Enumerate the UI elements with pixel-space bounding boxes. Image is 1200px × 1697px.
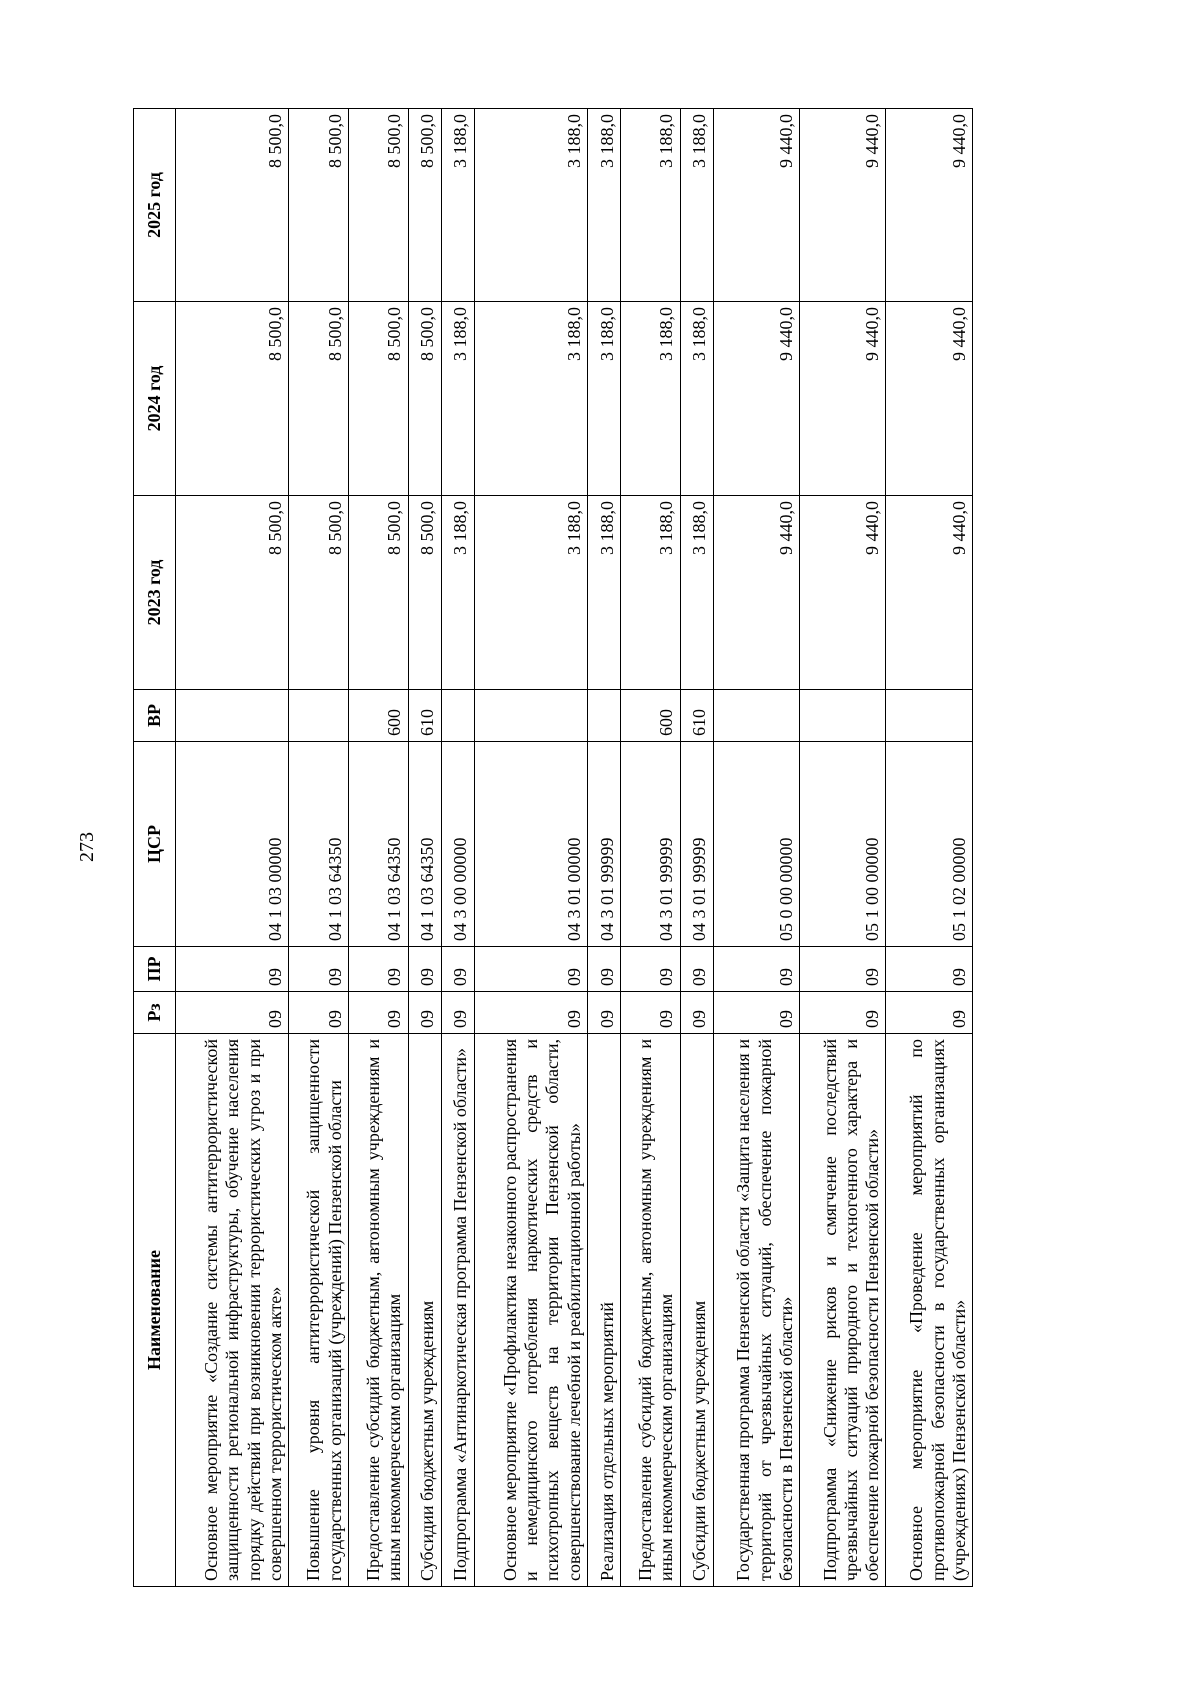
- row-2024: 8 500,0: [289, 302, 349, 496]
- row-name: Субсидии бюджетным учреждениям: [680, 1034, 713, 1587]
- row-name: Подпрограмма «Антинаркотическая программа Пензенской области»: [441, 1034, 474, 1587]
- row-2023: 3 188,0: [474, 496, 587, 690]
- row-vr: [587, 690, 620, 742]
- row-rz: 09: [713, 992, 799, 1034]
- row-2025: 3 188,0: [441, 109, 474, 302]
- row-rz: 09: [886, 992, 973, 1034]
- row-csr: 04 1 03 00000: [176, 742, 289, 947]
- row-2025: 3 188,0: [474, 109, 587, 302]
- row-vr: [713, 690, 799, 742]
- row-rz: 09: [587, 992, 620, 1034]
- row-csr: 04 3 01 99999: [680, 742, 713, 947]
- header-rz: Рз: [134, 992, 176, 1034]
- row-2024: 9 440,0: [713, 302, 799, 496]
- row-2024: 8 500,0: [408, 302, 441, 496]
- row-2024: 3 188,0: [441, 302, 474, 496]
- table-row: [176, 109, 289, 1587]
- row-2023: 9 440,0: [886, 496, 973, 690]
- header-pr: ПР: [134, 947, 176, 992]
- row-rz: 09: [474, 992, 587, 1034]
- row-2024: 3 188,0: [587, 302, 620, 496]
- row-pr: 09: [474, 947, 587, 992]
- row-name: Основное мероприятие «Проведение мероприятий по противопожарной безопасности в государственных организациях (учреждениях) Пензенской области»: [886, 1034, 973, 1587]
- row-pr: 09: [348, 947, 408, 992]
- table-row: [713, 109, 799, 1587]
- row-pr: 09: [713, 947, 799, 992]
- row-2024: 9 440,0: [800, 302, 886, 496]
- row-vr: [800, 690, 886, 742]
- row-name: Повышение уровня антитеррористической защищенности государственных организаций (учреждений) Пензенской области: [289, 1034, 349, 1587]
- header-2025: 2025 год: [134, 109, 176, 302]
- row-vr: 600: [620, 690, 680, 742]
- table-row: [408, 109, 441, 1587]
- row-2023: 3 188,0: [620, 496, 680, 690]
- row-rz: 09: [800, 992, 886, 1034]
- row-vr: 600: [348, 690, 408, 742]
- row-pr: 09: [587, 947, 620, 992]
- row-2025: 3 188,0: [620, 109, 680, 302]
- row-2023: 8 500,0: [289, 496, 349, 690]
- row-rz: 09: [408, 992, 441, 1034]
- row-2023: 9 440,0: [800, 496, 886, 690]
- row-name: Подпрограмма «Снижение рисков и смягчение последствий чрезвычайных ситуаций природного и техногенного характера и обеспечение пожарной безопасности Пензенской области»: [800, 1034, 886, 1587]
- header-name: Наименование: [134, 1034, 176, 1587]
- row-2025: 9 440,0: [886, 109, 973, 302]
- row-csr: 04 3 01 00000: [474, 742, 587, 947]
- row-vr: [474, 690, 587, 742]
- row-csr: 04 1 03 64350: [289, 742, 349, 947]
- row-2024: 8 500,0: [176, 302, 289, 496]
- row-2025: 8 500,0: [176, 109, 289, 302]
- row-csr: 04 1 03 64350: [348, 742, 408, 947]
- row-pr: 09: [886, 947, 973, 992]
- row-pr: 09: [680, 947, 713, 992]
- row-name: Предоставление субсидий бюджетным, автономным учреждениям и иным некоммерческим организациям: [620, 1034, 680, 1587]
- table-row: [680, 109, 713, 1587]
- row-vr: 610: [408, 690, 441, 742]
- row-name: Реализация отдельных мероприятий: [587, 1034, 620, 1587]
- row-2024: 3 188,0: [680, 302, 713, 496]
- row-2024: 3 188,0: [620, 302, 680, 496]
- header-vr: ВР: [134, 690, 176, 742]
- row-csr: 05 0 00 00000: [713, 742, 799, 947]
- row-2023: 3 188,0: [587, 496, 620, 690]
- row-pr: 09: [441, 947, 474, 992]
- row-2024: 9 440,0: [886, 302, 973, 496]
- row-pr: 09: [620, 947, 680, 992]
- header-2024: 2024 год: [134, 302, 176, 496]
- row-2025: 9 440,0: [800, 109, 886, 302]
- table-row: [800, 109, 886, 1587]
- row-2023: 9 440,0: [713, 496, 799, 690]
- row-csr: 04 1 03 64350: [408, 742, 441, 947]
- row-2025: 3 188,0: [680, 109, 713, 302]
- row-rz: 09: [620, 992, 680, 1034]
- row-2025: 8 500,0: [289, 109, 349, 302]
- row-csr: 04 3 01 99999: [620, 742, 680, 947]
- budget-table-wrapper: [133, 109, 973, 1587]
- row-rz: 09: [176, 992, 289, 1034]
- row-2025: 8 500,0: [408, 109, 441, 302]
- table-row: [474, 109, 587, 1587]
- table-row: [348, 109, 408, 1587]
- row-2025: 8 500,0: [348, 109, 408, 302]
- row-csr: 05 1 02 00000: [886, 742, 973, 947]
- row-csr: 04 3 00 00000: [441, 742, 474, 947]
- row-vr: 610: [680, 690, 713, 742]
- row-2023: 8 500,0: [176, 496, 289, 690]
- row-name: Основное мероприятие «Профилактика незаконного распространения и немедицинского потребления наркотических средств и психотропных веществ на территории Пензенской области, совершенствование лечебной и реабилитационной работы»: [474, 1034, 587, 1587]
- row-pr: 09: [176, 947, 289, 992]
- budget-table: [133, 108, 973, 1587]
- row-csr: 05 1 00 00000: [800, 742, 886, 947]
- row-2023: 8 500,0: [348, 496, 408, 690]
- row-vr: [441, 690, 474, 742]
- row-2024: 3 188,0: [474, 302, 587, 496]
- row-vr: [886, 690, 973, 742]
- row-name: Субсидии бюджетным учреждениям: [408, 1034, 441, 1587]
- row-2023: 3 188,0: [680, 496, 713, 690]
- row-name: Государственная программа Пензенской области «Защита населения и территорий от чрезвычайных ситуаций, обеспечение пожарной безопасности в Пензенской области»: [713, 1034, 799, 1587]
- row-vr: [289, 690, 349, 742]
- row-vr: [176, 690, 289, 742]
- row-rz: 09: [289, 992, 349, 1034]
- table-row: [441, 109, 474, 1587]
- table-row: [620, 109, 680, 1587]
- row-rz: 09: [348, 992, 408, 1034]
- row-rz: 09: [680, 992, 713, 1034]
- row-2023: 3 188,0: [441, 496, 474, 690]
- page-number: 273: [76, 832, 98, 862]
- row-name: Предоставление субсидий бюджетным, автономным учреждениям и иным некоммерческим организациям: [348, 1034, 408, 1587]
- header-csr: ЦСР: [134, 742, 176, 947]
- row-pr: 09: [408, 947, 441, 992]
- row-csr: 04 3 01 99999: [587, 742, 620, 947]
- row-2024: 8 500,0: [348, 302, 408, 496]
- table-row: [886, 109, 973, 1587]
- table-row: [587, 109, 620, 1587]
- table-header-row: [134, 109, 176, 1587]
- table-row: [289, 109, 349, 1587]
- row-pr: 09: [800, 947, 886, 992]
- row-rz: 09: [441, 992, 474, 1034]
- row-name: Основное мероприятие «Создание системы антитеррористической защищенности региональной инфраструктуры, обучение населения порядку действий при возникновении террористических угроз и при совершенном террористическом акте»: [176, 1034, 289, 1587]
- row-2023: 8 500,0: [408, 496, 441, 690]
- row-2025: 9 440,0: [713, 109, 799, 302]
- row-2025: 3 188,0: [587, 109, 620, 302]
- header-2023: 2023 год: [134, 496, 176, 690]
- row-pr: 09: [289, 947, 349, 992]
